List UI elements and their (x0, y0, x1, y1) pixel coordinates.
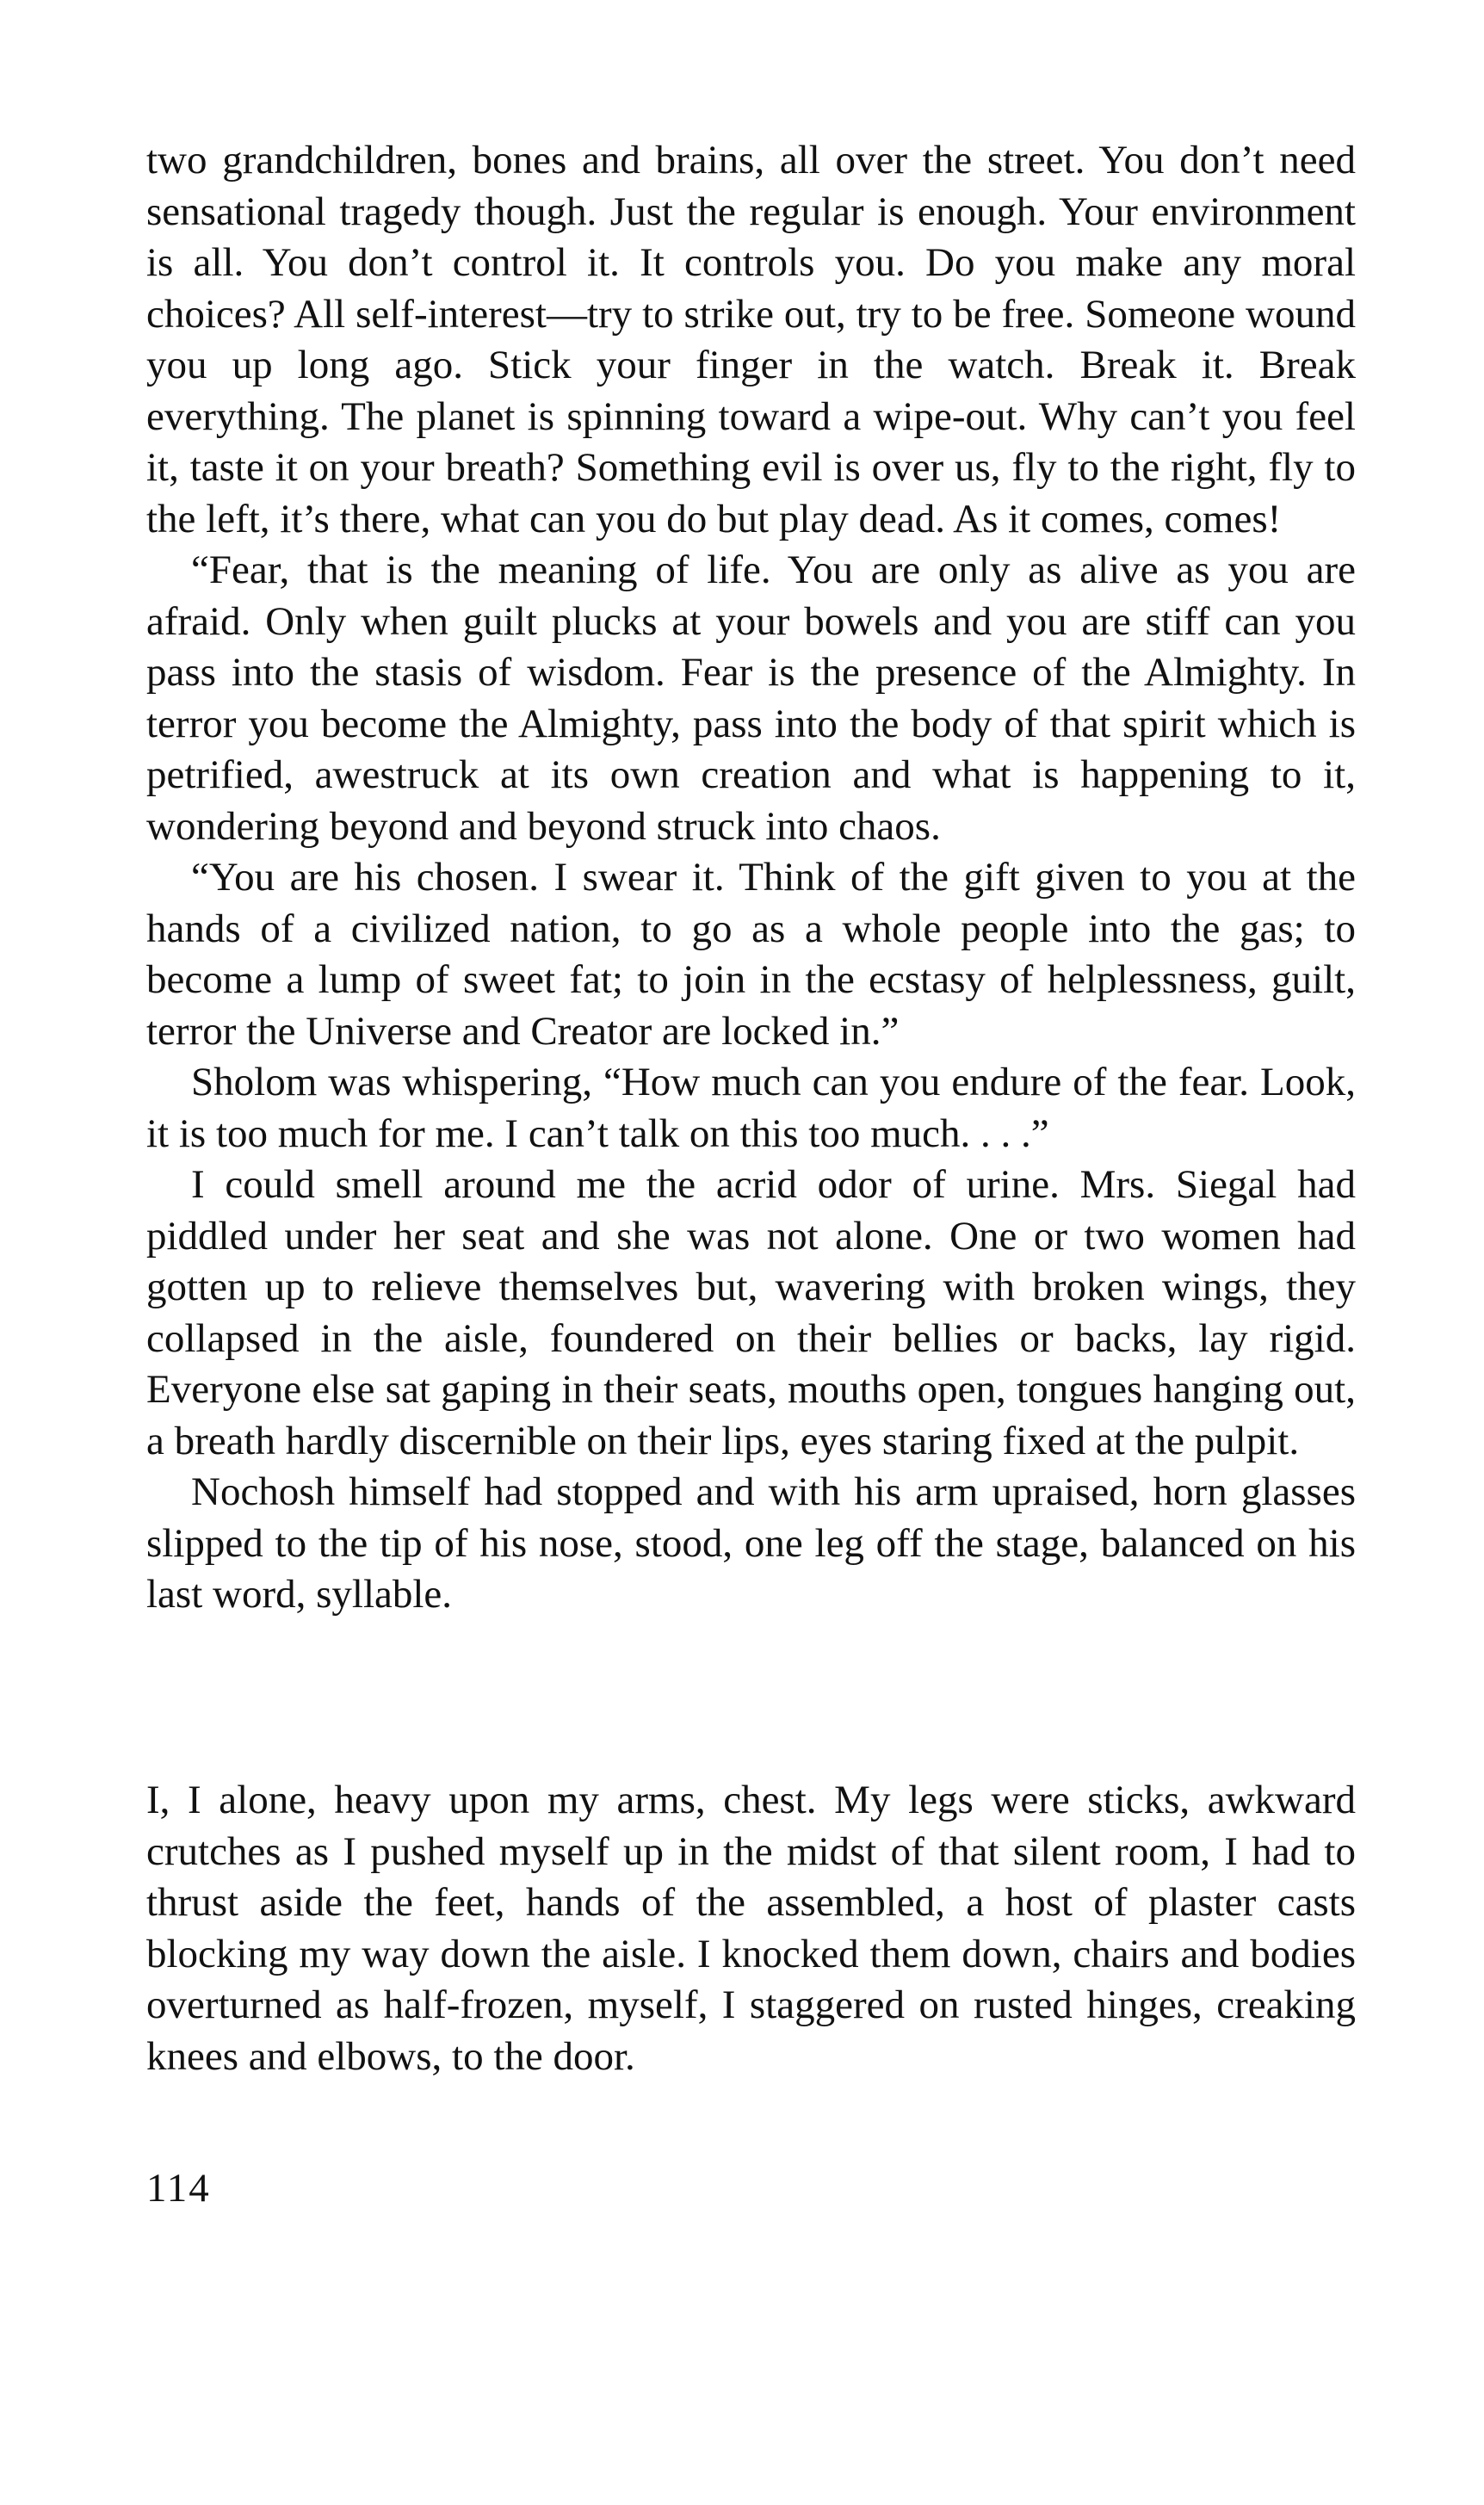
body-text-section-1 (146, 135, 1356, 1621)
paragraph-7: I, I alone, heavy upon my arms, chest. My legs were sticks, awkward crutches as I pushed myself up in the midst of that silent room, I had to thrust aside the feet, hands of the assembled, a host of plaster casts blocking my way down the aisle. I knocked them down, chairs and bodies overturned as half-frozen, myself, I staggered on rusted hinges, creaking knees and elbows, to the door. (146, 1778, 1356, 2079)
paragraph-1: two grandchildren, bones and brains, all over the street. You don’t need sensational tragedy though. Just the regular is enough. Your environment is all. You don’t control it. It controls you. Do you make any moral choices? All self-interest—try to strike out, try to be free. Someone wound you up long ago. Stick your finger in the watch. Break it. Break everything. The planet is spinning toward a wipe-out. Why can’t you feel it, taste it on your breath? Something evil is over us, fly to the right, fly to the left, it’s there, what can you do but play dead. As it comes, comes! (146, 138, 1356, 541)
paragraph-6: Nochosh himself had stopped and with his arm upraised, horn glasses slipped to the tip of his nose, stood, one leg off the stage, balanced on his last word, syllable. (146, 1469, 1356, 1617)
body-text-section-2 (146, 1775, 1356, 2082)
paragraph-5: I could smell around me the acrid odor of urine. Mrs. Siegal had piddled under her seat and she was not alone. One or two women had gotten up to relieve themselves but, wavering with broken wings, they collapsed in the aisle, foundered on their bellies or backs, lay rigid. Everyone else sat gaping in their seats, mouths open, tongues hanging out, a breath hardly discernible on their lips, eyes staring fixed at the pulpit. (146, 1162, 1356, 1463)
page-number: 114 (146, 2166, 211, 2211)
paragraph-4: Sholom was whispering, “How much can you endure of the fear. Look, it is too much for me. I can’t talk on this too much. . . .” (146, 1060, 1356, 1156)
paragraph-3: “You are his chosen. I swear it. Think of the gift given to you at the hands of a civilized nation, to go as a whole people into the gas; to become a lump of sweet fat; to join in the ecstasy of helplessness, guilt, terror the Universe and Creator are locked in.” (146, 855, 1356, 1054)
paragraph-2: “Fear, that is the meaning of life. You are only as alive as you are afraid. Only when guilt plucks at your bowels and you are stiff can you pass into the stasis of wisdom. Fear is the presence of the Almighty. In terror you become the Almighty, pass into the body of that spirit which is petrified, awestruck at its own creation and what is happening to it, wondering beyond and beyond struck into chaos. (146, 547, 1356, 849)
